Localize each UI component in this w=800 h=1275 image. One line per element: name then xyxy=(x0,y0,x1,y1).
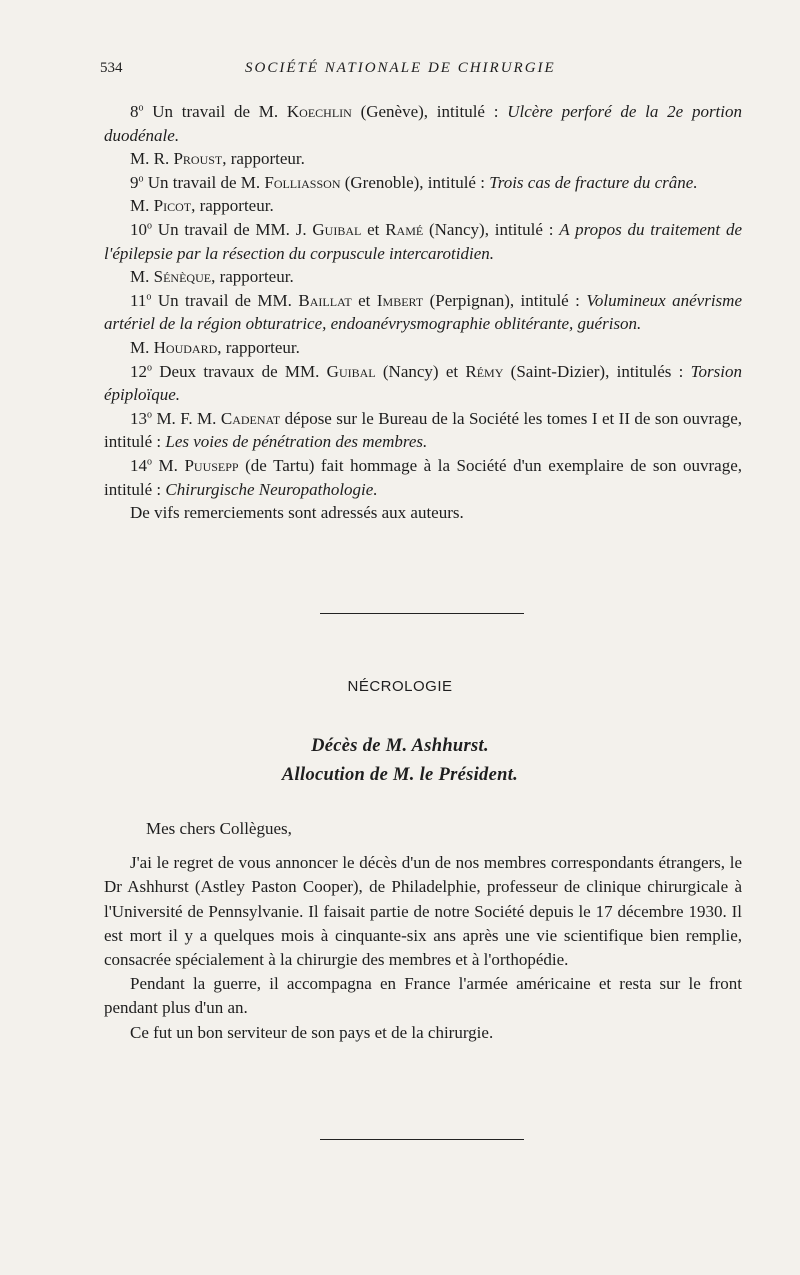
obituary-title: Décès de M. Ashhurst. xyxy=(311,736,489,756)
page-number: 534 xyxy=(100,60,123,76)
item-13: 13$^o$ M. F. M. Cadenat dépose sur le Bureau de la Société les tomes I et II de son ouvrage, intitulé : Les voies de pénétration des membres. xyxy=(104,408,742,452)
rapporteur-line: M. R. Proust, rapporteur. xyxy=(130,149,305,169)
salutation: Mes chers Collègues, xyxy=(146,819,292,838)
thanks-line: De vifs remerciements sont adressés aux auteurs. xyxy=(130,503,464,523)
obituary-paragraph: Pendant la guerre, il accompagna en France l'armée américaine et resta sur le front pendant plus d'un an. xyxy=(104,974,742,1018)
item-8: 8$^o$ Un travail de M. Koechlin (Genève), intitulé : Ulcère perforé de la 2e portion duodénale. xyxy=(104,102,743,145)
necrologie-heading: NÉCROLOGIE xyxy=(347,678,453,695)
rapporteur-line: M. Picot, rapporteur. xyxy=(130,196,274,216)
item-10: 10$^o$ Un travail de MM. J. Guibal et Ramé (Nancy), intitulé : A propos du traitement de l'épilepsie par la résection du corpuscule intercarotidien. xyxy=(104,219,742,263)
obituary-paragraph: J'ai le regret de vous annoncer le décès d'un de nos membres correspondants étrangers, le Dr Ashhurst (Astley Paston Cooper), de Philadelphie, professeur de clinique chirurgicale à l'Université de Pennsylvanie. Il faisait partie de notre Société depuis le 17 décembre 1930. Il est mort il y a quelques mois à cinquante-six ans après une vie scientifique bien remplie, consacrée spécialement à la chirurgie des membres et à l'orthopédie. xyxy=(104,853,742,970)
item-12: 12$^o$ Deux travaux de MM. Guibal (Nancy) et Rémy (Saint-Dizier), intitulés : Torsion épiploïque. xyxy=(104,361,742,405)
obituary-subtitle: Allocution de M. le Président. xyxy=(281,765,519,785)
section-divider xyxy=(320,613,524,614)
running-title: SOCIÉTÉ NATIONALE DE CHIRURGIE xyxy=(245,60,556,76)
communications-list xyxy=(104,100,742,525)
rapporteur-line: M. Sénèque, rapporteur. xyxy=(130,267,294,287)
item-14: 14$^o$ M. Puusepp (de Tartu) fait hommage à la Société d'un exemplaire de son ouvrage, intitulé : Chirurgische Neuropathologie. xyxy=(104,455,743,499)
obituary-text xyxy=(104,817,742,1045)
item-9: 9$^o$ Un travail de M. Folliasson (Grenoble), intitulé : Trois cas de fracture du crâne. xyxy=(130,172,698,192)
item-11: 11$^o$ Un travail de MM. Baillat et Imbert (Perpignan), intitulé : Volumineux anévrisme artériel de la région obturatrice, endoanévrysmographie oblitérante, guérison. xyxy=(104,290,742,334)
end-divider xyxy=(320,1139,524,1140)
obituary-paragraph: Ce fut un bon serviteur de son pays et de la chirurgie. xyxy=(130,1022,494,1042)
rapporteur-line: M. Houdard, rapporteur. xyxy=(130,337,300,357)
